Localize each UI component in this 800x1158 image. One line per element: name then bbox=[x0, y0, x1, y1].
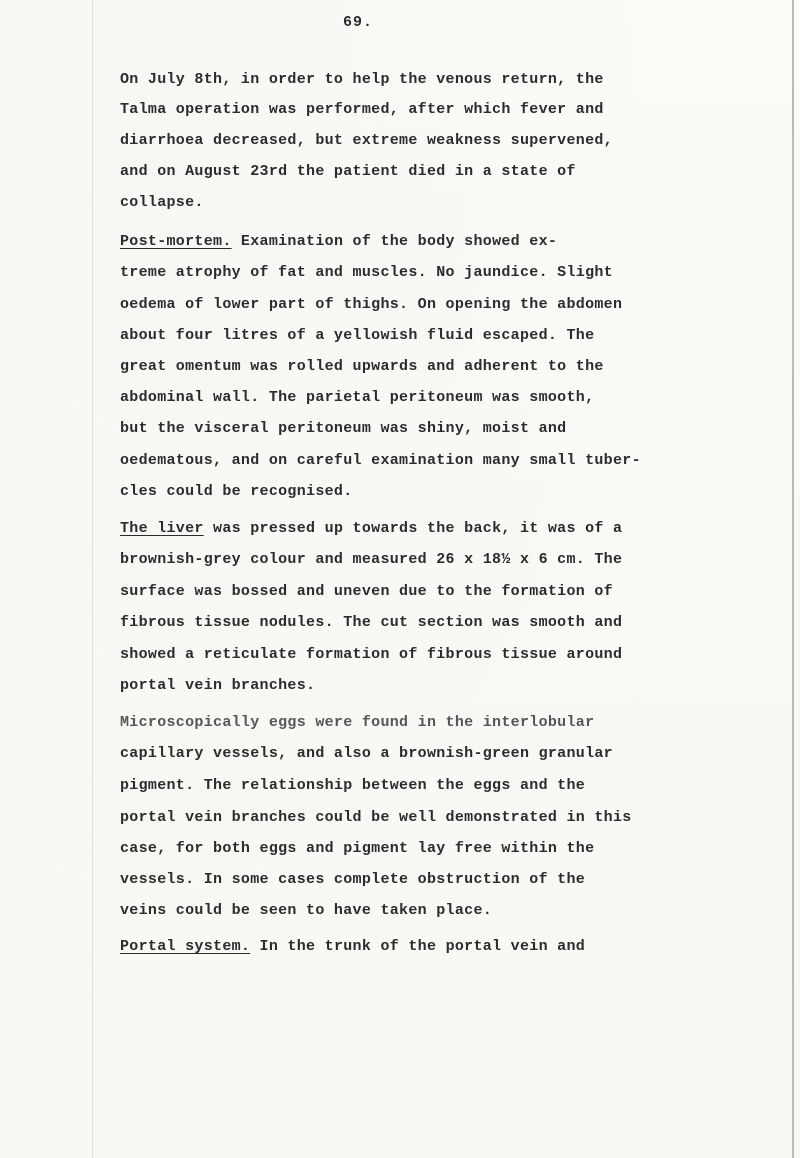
text-line: case, for both eggs and pigment lay free within the bbox=[120, 840, 595, 857]
page-number: 69. bbox=[343, 14, 374, 31]
text-line: and on August 23rd the patient died in a state of bbox=[120, 163, 576, 180]
text-line: collapse. bbox=[120, 194, 204, 211]
text-line: Talma operation was performed, after which fever and bbox=[120, 101, 604, 118]
text-line: portal vein branches. bbox=[120, 677, 316, 694]
text-line: showed a reticulate formation of fibrous tissue around bbox=[120, 646, 623, 663]
text-line: about four litres of a yellowish fluid escaped. The bbox=[120, 327, 595, 344]
text-line: abdominal wall. The parietal peritoneum was smooth, bbox=[120, 389, 595, 406]
text-line: oedema of lower part of thighs. On opening the abdomen bbox=[120, 296, 623, 313]
text-line: diarrhoea decreased, but extreme weakness supervened, bbox=[120, 132, 613, 149]
section-heading-liver: The liver bbox=[120, 520, 204, 537]
text-line: brownish-grey colour and measured 26 x 18½ x 6 cm. The bbox=[120, 551, 623, 568]
text-fragment: was pressed up towards the back, it was of a bbox=[203, 520, 623, 537]
text-line: but the visceral peritoneum was shiny, moist and bbox=[120, 420, 567, 437]
text-line: On July 8th, in order to help the venous return, the bbox=[120, 71, 604, 88]
section-heading-portal-system: Portal system. bbox=[120, 938, 251, 955]
text-line: portal vein branches could be well demonstrated in this bbox=[120, 809, 632, 826]
text-line: capillary vessels, and also a brownish-green granular bbox=[120, 745, 613, 762]
left-margin-shadow bbox=[92, 0, 93, 1158]
right-page-edge bbox=[792, 0, 794, 1158]
text-line: Microscopically eggs were found in the interlobular bbox=[120, 714, 595, 731]
section-heading-post-mortem: Post-mortem. bbox=[120, 233, 232, 250]
text-line: veins could be seen to have taken place. bbox=[120, 902, 493, 919]
text-line: cles could be recognised. bbox=[120, 483, 353, 500]
text-line: fibrous tissue nodules. The cut section was smooth and bbox=[120, 614, 623, 631]
text-line: oedematous, and on careful examination many small tuber- bbox=[120, 452, 641, 469]
text-line: surface was bossed and uneven due to the formation of bbox=[120, 583, 613, 600]
text-line: great omentum was rolled upwards and adherent to the bbox=[120, 358, 604, 375]
text-fragment: In the trunk of the portal vein and bbox=[250, 938, 586, 955]
text-line: pigment. The relationship between the eggs and the bbox=[120, 777, 586, 794]
text-line bbox=[120, 232, 557, 252]
text-line: treme atrophy of fat and muscles. No jaundice. Slight bbox=[120, 264, 613, 281]
text-fragment: Examination of the body showed ex- bbox=[231, 233, 558, 250]
text-line bbox=[120, 519, 622, 539]
text-line bbox=[120, 937, 585, 957]
text-line: vessels. In some cases complete obstruction of the bbox=[120, 871, 586, 888]
